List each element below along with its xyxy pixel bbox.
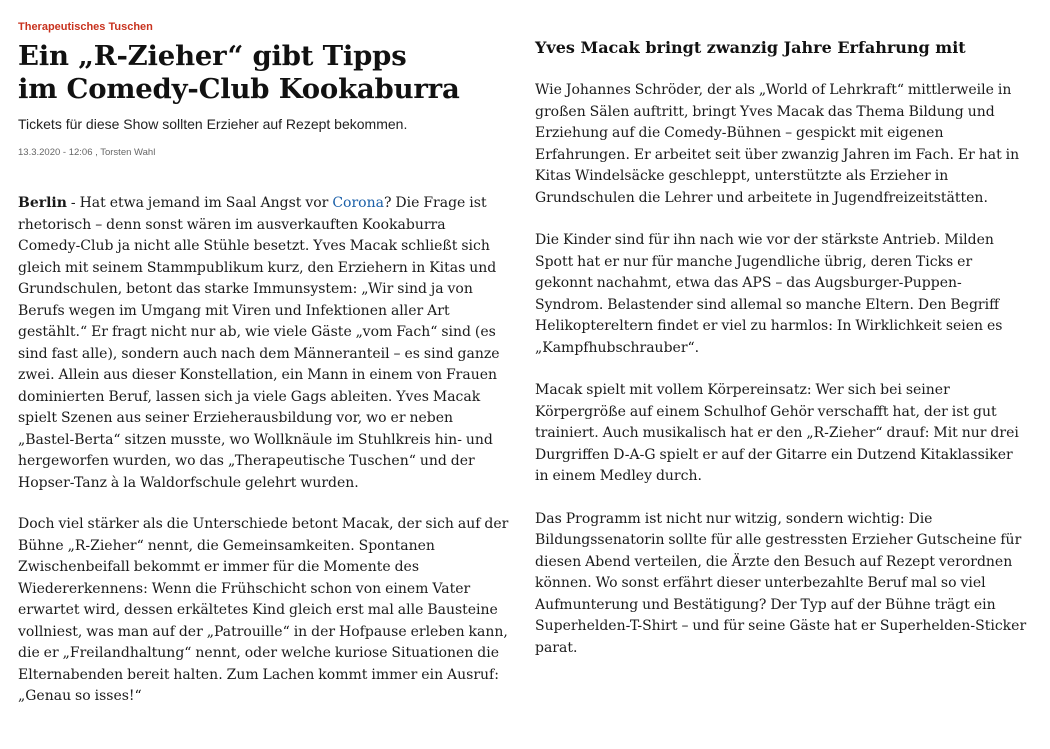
headline-line-2: im Comedy-Club Kookaburra bbox=[18, 73, 460, 105]
corona-link[interactable]: Corona bbox=[332, 195, 384, 211]
paragraph-4: Die Kinder sind für ihn nach wie vor der stärkste Antrieb. Milden Spott hat er nur für manche Jugendliche übrig, deren Ticks er gekonnt nachahmt, etwa das APS – das Augsburger-Puppen-Syndrom. Belastender sind allemal so manche Eltern. Den Begriff Helikoptereltern findet er viel zu harmlos: In Wirklichkeit seien es „Kampfhubschrauber“. bbox=[535, 232, 1003, 356]
dateline-city: Berlin bbox=[18, 195, 67, 211]
right-column bbox=[535, 38, 1030, 680]
paragraph-1 bbox=[18, 193, 510, 494]
article-headline bbox=[18, 40, 510, 106]
article-teaser: Tickets für diese Show sollten Erzieher auf Rezept bekommen. bbox=[18, 116, 408, 132]
paragraph-3: Wie Johannes Schröder, der als „World of Lehrkraft“ mittlerweile in großen Sälen auftritt, bringt Yves Macak das Thema Bildung und Erziehung auf die Comedy-Bühnen – gespickt mit eigenen Erfahrungen. Er arbeitet seit über zwanzig Jahren im Fach. Er hat in Kitas Windelsäcke geschleppt, unterstützte als Erzieher in Grundschulen die Lehrer und arbeitete in Jugendfreizeitstätten. bbox=[535, 82, 1020, 206]
left-column bbox=[18, 20, 510, 708]
paragraph-2: Doch viel stärker als die Unterschiede betont Macak, der sich auf der Bühne „R-Zieher“ nennt, die Gemeinsamkeiten. Spontanen Zwischenbeifall bekommt er immer für die Momente des Wiedererkennens: Wenn die Frühschicht schon von einem Vater erwartet wird, dessen erkältetes Kind gleich erst mal alle Bausteine vollniest, was man auf der „Patrouille“ in der Hofpause erleben kann, die er „Freilandhaltung“ nennt, oder welche kuriose Situationen die Elternabenden bereit halten. Zum Lachen kommt immer ein Ausruf: „Genau so isses!“ bbox=[18, 516, 509, 704]
article-author[interactable]: Torsten Wahl bbox=[100, 147, 156, 158]
article-kicker[interactable]: Therapeutisches Tuschen bbox=[18, 21, 153, 33]
paragraph-1-rest: ? Die Frage ist rhetorisch – denn sonst wären im ausverkauften Kookaburra Comedy-Club ja nicht alle Stühle besetzt. Yves Macak schließt sich gleich mit seinem Stammpublikum kurz, den Erziehern in Kitas und Grundschulen, betont das starke Immunsystem: „Wir sind ja von Berufs wegen im Umgang mit Viren und Infektionen aller Art gestählt.“ Er fragt nicht nur ab, wie viele Gäste „vom Fach“ sind (es sind fast alle), sondern auch nach dem Männeranteil – es sind ganze zwei. Allein aus dieser Konstellation, ein Mann in einem von Frauen dominierten Beruf, lassen sich ja viele Gags ableiten. Yves Macak spielt Szenen aus seiner Erzieherausbildung vor, wo er neben „Bastel-Berta“ sitzen musste, wo Wollknäule im Stuhlkreis hin- und hergeworfen wurden, wo das „Therapeutische Tuschen“ und der Hopser-Tanz à la Waldorfschule gelehrt wurden. bbox=[18, 195, 500, 491]
paragraph-6: Das Programm ist nicht nur witzig, sondern wichtig: Die Bildungssenatorin sollte für alle gestressten Erzieher Gutscheine für diesen Abend verteilen, die Ärzte den Besuch auf Rezept verordnen können. Wo sonst erfährt dieser unterbezahlte Beruf mal so viel Aufmunterung und Bestätigung? Der Typ auf der Bühne trägt ein Superhelden-T-Shirt – und für seine Gäste hat er Superhelden-Sticker parat. bbox=[535, 510, 1027, 656]
paragraph-1-intro: - Hat etwa jemand im Saal Angst vor bbox=[66, 195, 333, 211]
article-date: 13.3.2020 - 12:06 , bbox=[18, 147, 98, 158]
article-meta bbox=[18, 147, 510, 158]
paragraph-5: Macak spielt mit vollem Körpereinsatz: Wer sich bei seiner Körpergröße auf einem Schulhof Gehör verschafft hat, der ist gut trainiert. Auch musikalisch hat er den „R-Zieher“ drauf: Mit nur drei Durgriffen D-A-G spielt er auf der Gitarre ein Dutzend Kitaklassiker in einem Medley durch. bbox=[535, 382, 1019, 484]
headline-line-1: Ein „R-Zieher“ gibt Tipps bbox=[18, 40, 407, 72]
section-subheading: Yves Macak bringt zwanzig Jahre Erfahrung mit bbox=[535, 38, 966, 57]
